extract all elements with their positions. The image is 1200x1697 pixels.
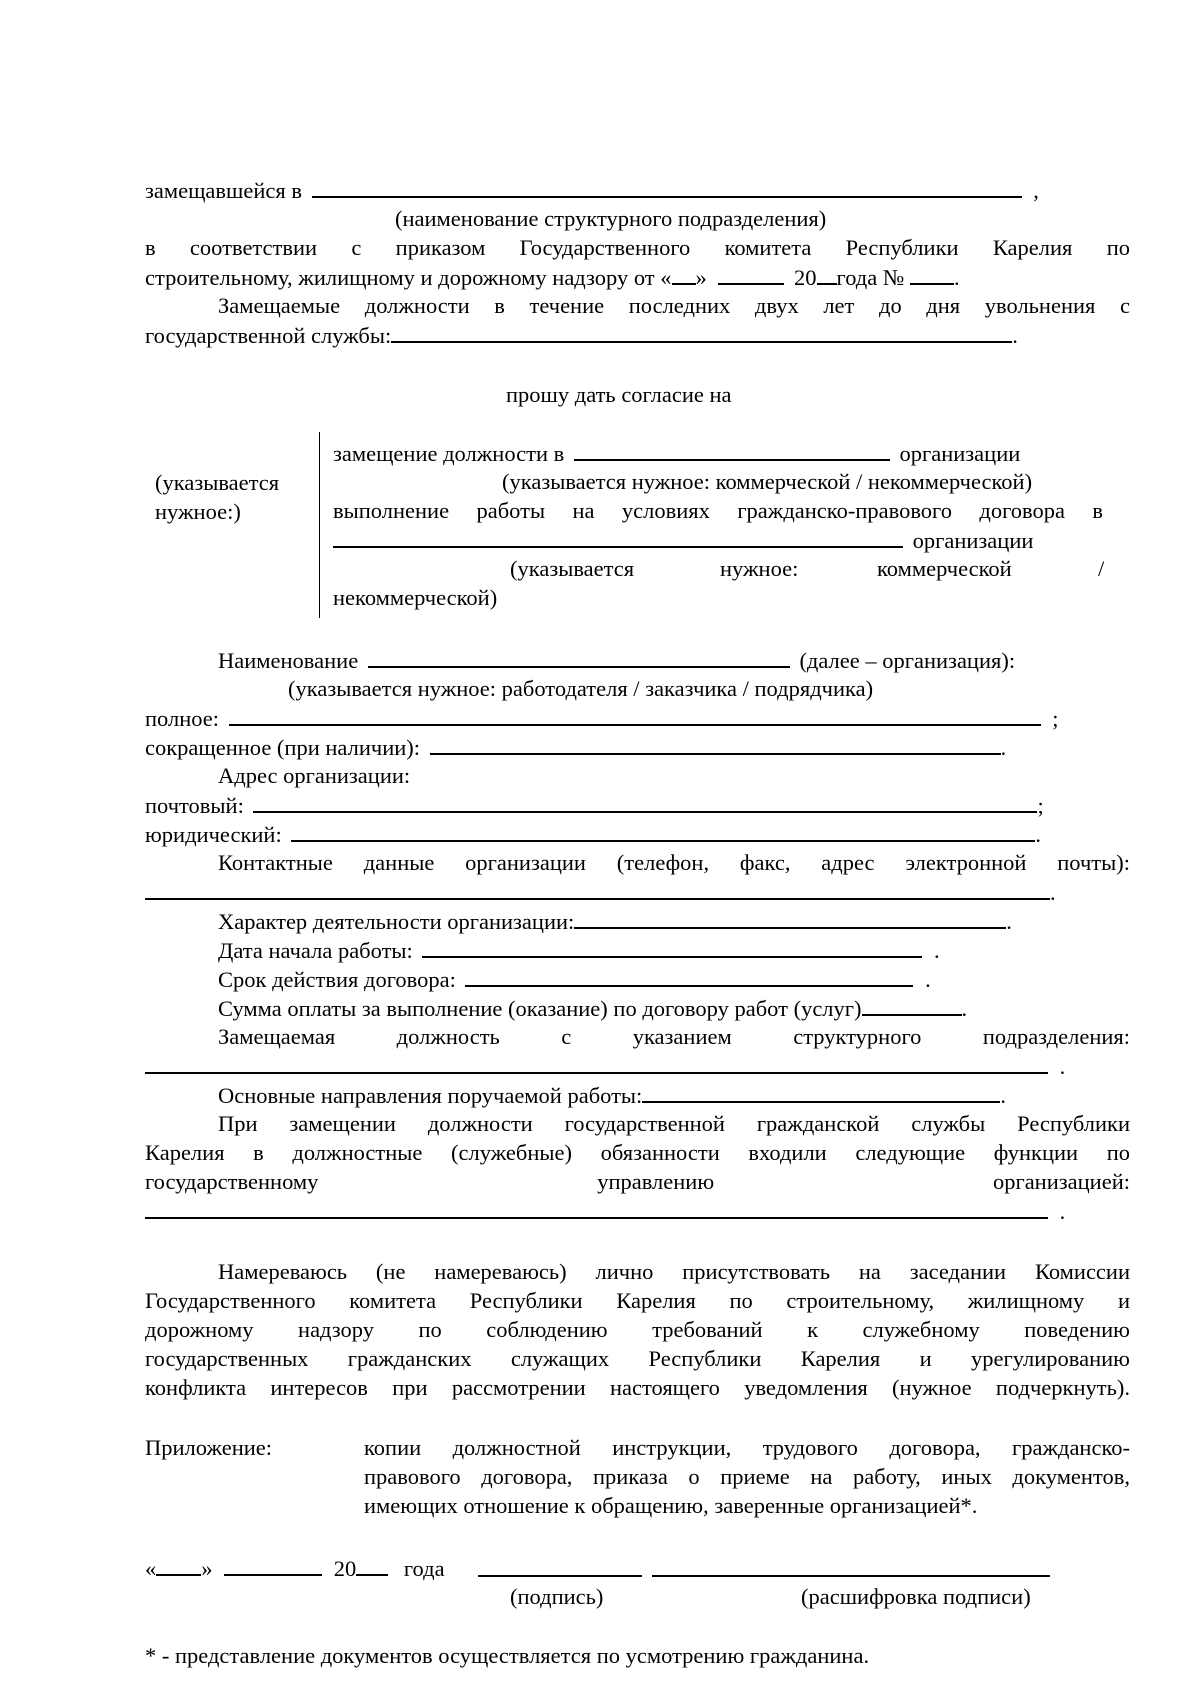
signature-caption: (подпись) (510, 1584, 604, 1609)
org-activity-blank[interactable] (574, 906, 1006, 929)
intent-line-4: государственных гражданских служащих Республики Карелия и урегулированию (145, 1346, 1130, 1371)
org-full-row: полное: ; (145, 703, 1130, 732)
option-contract-caption-5: некоммерческой) (333, 585, 498, 610)
signature-date: « » 20 года (145, 1553, 445, 1583)
org-postal-row: почтовый: ; (145, 790, 1130, 819)
options-divider (319, 432, 320, 618)
attachment-line-1: копии должностной инструкции, трудового договора, гражданско- (364, 1435, 1130, 1460)
order-month-blank[interactable] (718, 262, 784, 285)
sign-day-blank[interactable] (156, 1553, 201, 1576)
sign-year-blank[interactable] (356, 1553, 388, 1576)
order-line-1: в соответствии с приказом Государственного комитета Республики Карелия по (145, 235, 1130, 260)
attachment-label: Приложение: (145, 1435, 273, 1460)
option-position-blank[interactable] (574, 438, 890, 461)
option-contract-caption-3: коммерческой (877, 556, 1012, 581)
org-contacts-blank[interactable] (145, 877, 1050, 900)
org-activity-row: Характер деятельности организации: . (218, 906, 1130, 935)
org-legal-blank[interactable] (291, 819, 1035, 842)
order-year-blank[interactable] (817, 262, 837, 285)
functions-row: . (145, 1196, 1130, 1225)
org-contacts-row: . (145, 877, 1130, 906)
positions-blank[interactable] (391, 320, 1012, 343)
signature-decode-line[interactable] (652, 1575, 1050, 1577)
org-contacts-line: Контактные данные организации (телефон, факс, адрес электронной почты): (218, 850, 1130, 875)
intent-line-1: Намереваюсь (не намереваюсь) лично присутствовать на заседании Комиссии (218, 1259, 1130, 1284)
side-label-1: (указывается (155, 470, 280, 495)
intent-line-2: Государственного комитета Республики Карелия по строительному, жилищному и (145, 1288, 1130, 1313)
position-blank[interactable] (145, 1051, 1048, 1074)
org-address-label: Адрес организации: (218, 763, 411, 788)
intent-line-3: дорожному надзору по соблюдению требований к служебному поведению (145, 1317, 1130, 1342)
org-name-blank[interactable] (368, 645, 790, 668)
option-contract-caption-4: / (1098, 556, 1105, 581)
order-day-blank[interactable] (672, 262, 696, 285)
functions-line-1: При замещении должности государственной гражданской службы Республики (218, 1111, 1130, 1136)
functions-line-2: Карелия в должностные (служебные) обязанности входили следующие функции по (145, 1140, 1130, 1165)
struct-unit-caption: (наименование структурного подразделения) (395, 206, 827, 231)
attachment-line-2: правового договора, приказа о приеме на работу, иных документов, (364, 1464, 1130, 1489)
payment-row: Сумма оплаты за выполнение (оказание) по договору работ (услуг) . (218, 993, 1130, 1022)
option-contract-caption-1: (указывается (510, 556, 635, 581)
intent-line-5: конфликта интересов при рассмотрении настоящего уведомления (нужное подчеркнуть). (145, 1375, 1130, 1400)
option-contract-line-2: организации (333, 525, 1033, 555)
payment-blank[interactable] (862, 993, 962, 1016)
order-line-2: строительному, жилищному и дорожному надзору от « » 20 года № . (145, 262, 1130, 291)
request-title: прошу дать согласие на (506, 382, 732, 407)
position-row: . (145, 1051, 1130, 1080)
order-number-blank[interactable] (910, 262, 954, 285)
replaced-in-row: замещавшейся в , (145, 175, 1130, 204)
org-postal-blank[interactable] (253, 790, 1037, 813)
position-line: Замещаемая должность с указанием структурного подразделения: (218, 1024, 1130, 1049)
start-date-row: Дата начала работы: . (218, 935, 1130, 964)
org-short-row: сокращенное (при наличии): . (145, 732, 1130, 761)
option-contract-line-1: выполнение работы на условиях гражданско-правового договора в (333, 498, 1103, 523)
org-short-blank[interactable] (430, 732, 1001, 755)
side-label-2: нужное:) (155, 499, 241, 524)
signature-line[interactable] (478, 1575, 642, 1577)
footnote: * - представление документов осуществляется по усмотрению гражданина. (145, 1643, 870, 1668)
positions-line-2: государственной службы: . (145, 320, 1130, 349)
option-position-caption: (указывается нужное: коммерческой / некоммерческой) (502, 469, 1033, 494)
sign-month-blank[interactable] (224, 1553, 322, 1576)
org-name-caption: (указывается нужное: работодателя / заказчика / подрядчика) (288, 676, 874, 701)
option-contract-caption-2: нужное: (720, 556, 799, 581)
duties-row: Основные направления поручаемой работы: . (218, 1080, 1130, 1109)
org-legal-row: юридический: . (145, 819, 1130, 848)
duties-blank[interactable] (642, 1080, 1000, 1103)
signature-decode-caption: (расшифровка подписи) (801, 1584, 1031, 1609)
struct-unit-blank[interactable] (312, 175, 1022, 198)
contract-term-row: Срок действия договора: . (218, 964, 1130, 993)
option-contract-blank[interactable] (333, 525, 903, 548)
contract-term-blank[interactable] (465, 964, 913, 987)
attachment-line-3: имеющих отношение к обращению, заверенные организацией*. (364, 1493, 978, 1518)
option-position: замещение должности в организации (333, 438, 1020, 468)
start-date-blank[interactable] (422, 935, 922, 958)
org-name-row: Наименование (далее – организация): (218, 645, 1130, 674)
functions-blank[interactable] (145, 1196, 1048, 1219)
org-full-blank[interactable] (229, 703, 1041, 726)
positions-line-1: Замещаемые должности в течение последних двух лет до дня увольнения с (218, 293, 1130, 318)
functions-line-3: государственному управлению организацией: (145, 1169, 1130, 1194)
